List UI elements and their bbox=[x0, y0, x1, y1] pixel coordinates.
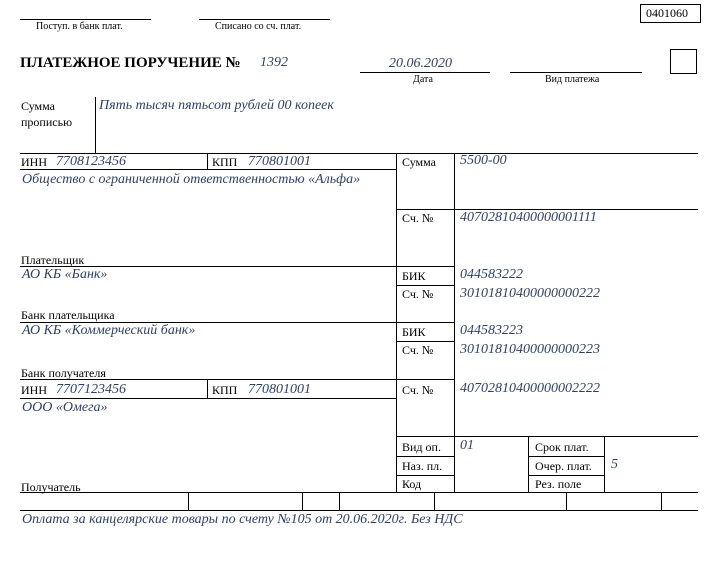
grid-line bbox=[528, 475, 604, 476]
received-label: Поступ. в банк плат. bbox=[36, 21, 123, 32]
payer-kpp: 770801001 bbox=[248, 154, 311, 169]
date-line bbox=[360, 72, 490, 73]
grid-line bbox=[207, 153, 208, 169]
code-label: Код bbox=[402, 477, 422, 491]
payer-bank-name: АО КБ «Банк» bbox=[22, 267, 108, 282]
grid-line bbox=[396, 436, 698, 437]
sum-label: Сумма bbox=[402, 155, 436, 169]
payee-account-label: Сч. № bbox=[402, 383, 434, 397]
grid-line bbox=[566, 492, 567, 510]
payer-kpp-label: КПП bbox=[212, 155, 238, 169]
op-type-label: Вид оп. bbox=[402, 440, 441, 454]
payer-bik: 044583222 bbox=[460, 267, 523, 282]
status-box bbox=[670, 49, 697, 74]
payee-account: 40702810400000002222 bbox=[460, 381, 600, 396]
purpose-code-label: Наз. пл. bbox=[402, 459, 443, 473]
payee-section-label: Получатель bbox=[21, 480, 81, 494]
priority-label: Очер. плат. bbox=[535, 459, 592, 473]
grid-line bbox=[454, 153, 455, 492]
payer-inn-label: ИНН bbox=[21, 155, 47, 169]
payee-bik: 044583223 bbox=[460, 323, 523, 338]
grid-line bbox=[339, 492, 340, 510]
payer-bank-account-label: Сч. № bbox=[402, 287, 434, 301]
grid-line bbox=[528, 456, 604, 457]
payee-kpp: 770801001 bbox=[248, 382, 311, 397]
payee-bank-account: 30101810400000000223 bbox=[460, 342, 600, 357]
grid-line bbox=[661, 492, 662, 510]
grid-line bbox=[302, 492, 303, 510]
grid-line bbox=[396, 341, 454, 342]
payee-bik-label: БИК bbox=[402, 325, 426, 339]
payer-account: 40702810400000001111 bbox=[460, 210, 597, 225]
form-code: 0401060 bbox=[646, 6, 688, 20]
grid-line bbox=[396, 475, 454, 476]
payer-bank-account: 30101810400000000222 bbox=[460, 286, 600, 301]
payee-inn: 7707123456 bbox=[56, 382, 126, 397]
received-line bbox=[20, 19, 151, 20]
grid-line bbox=[396, 153, 397, 492]
due-label: Срок плат. bbox=[535, 440, 589, 454]
payment-type-line bbox=[510, 72, 642, 73]
priority: 5 bbox=[611, 457, 618, 472]
payment-type-label: Вид платежа bbox=[545, 74, 600, 85]
grid-line bbox=[207, 379, 208, 398]
payee-inn-label: ИНН bbox=[21, 383, 47, 397]
payee-kpp-label: КПП bbox=[212, 383, 238, 397]
date-label: Дата bbox=[413, 74, 433, 85]
grid-line bbox=[604, 436, 605, 492]
op-type: 01 bbox=[460, 438, 474, 453]
debited-label: Списано со сч. плат. bbox=[215, 21, 302, 32]
amount-words-value: Пять тысяч пятьсот рублей 00 копеек bbox=[99, 98, 334, 113]
payer-section-label: Плательщик bbox=[21, 253, 85, 267]
grid-line bbox=[434, 492, 435, 510]
page-title: ПЛАТЕЖНОЕ ПОРУЧЕНИЕ № bbox=[20, 55, 241, 71]
amount-words-label-2: прописью bbox=[21, 115, 73, 129]
payee-name: ООО «Омега» bbox=[22, 400, 108, 415]
grid-line bbox=[20, 510, 698, 511]
payee-bank-account-label: Сч. № bbox=[402, 343, 434, 357]
payee-bank-name: АО КБ «Коммерческий банк» bbox=[22, 323, 196, 338]
grid-line bbox=[188, 492, 189, 510]
debited-line bbox=[199, 19, 330, 20]
order-number: 1392 bbox=[260, 55, 288, 70]
payee-bank-section-label: Банк получателя bbox=[21, 366, 106, 380]
grid-line bbox=[396, 456, 454, 457]
grid-line bbox=[20, 398, 396, 399]
payment-purpose: Оплата за канцелярские товары по счету №105 от 20.06.2020г. Без НДС bbox=[22, 512, 463, 527]
grid-line bbox=[396, 285, 454, 286]
payer-bank-section-label: Банк плательщика bbox=[21, 308, 115, 322]
payer-name: Общество с ограниченной ответственностью «Альфа» bbox=[22, 172, 361, 187]
order-date: 20.06.2020 bbox=[389, 56, 452, 71]
grid-line bbox=[20, 492, 698, 493]
sum-value: 5500-00 bbox=[460, 153, 507, 168]
payer-inn: 7708123456 bbox=[56, 154, 126, 169]
payer-account-label: Сч. № bbox=[402, 211, 434, 225]
payer-bik-label: БИК bbox=[402, 269, 426, 283]
grid-line bbox=[528, 436, 529, 492]
reserve-label: Рез. поле bbox=[535, 477, 582, 491]
amount-words-label-1: Сумма bbox=[21, 99, 55, 113]
amount-words-divider bbox=[95, 97, 96, 153]
